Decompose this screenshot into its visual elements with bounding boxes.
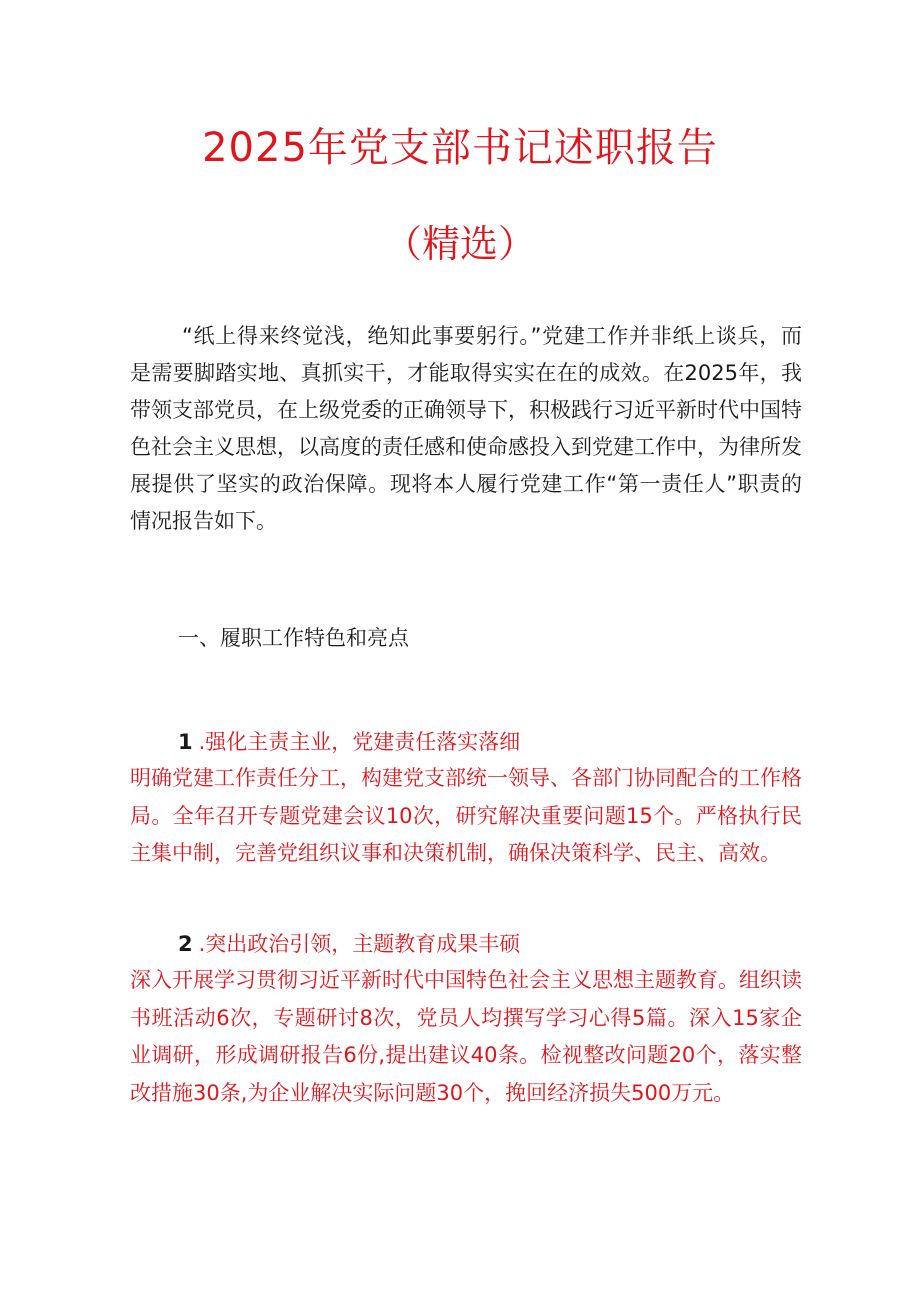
document-subtitle: （精选） bbox=[383, 222, 536, 266]
section-heading: 一、履职工作特色和亮点 bbox=[178, 626, 409, 650]
item-heading-1 bbox=[178, 724, 520, 760]
item-body-1: 明确党建工作责任分工，构建党支部统一领导、各部门协同配合的工作格局。全年召开专题党建会议10次，研究解决重要问题15个。严格执行民主集中制，完善党组织议事和决策机制，确保决策科学、民主、高效。 bbox=[130, 766, 802, 865]
item-heading-2 bbox=[178, 926, 520, 962]
item-number: 2 bbox=[178, 932, 193, 956]
document-title: 2025年党支部书记述职报告 bbox=[202, 125, 718, 171]
item-number: 1 bbox=[178, 730, 193, 754]
item-body-2: 深入开展学习贯彻习近平新时代中国特色社会主义思想主题教育。组织读书班活动6次，专题研讨8次，党员人均撰写学习心得5篇。深入15家企业调研，形成调研报告6份,提出建议40条。检视整改问题20个，落实整改措施30条,为企业解决实际问题30个，挽回经济损失500万元。 bbox=[130, 968, 802, 1105]
item-title: .突出政治引领，主题教育成果丰硕 bbox=[198, 932, 521, 956]
item-title: .强化主责主业，党建责任落实落细 bbox=[198, 730, 521, 754]
intro-paragraph: “纸上得来终觉浅，绝知此事要躬行。”党建工作并非纸上谈兵，而是需要脚踏实地、真抓实干，才能取得实实在在的成效。在2025年，我带领支部党员，在上级党委的正确领导下，积极践行习近平新时代中国特色社会主义思想，以高度的责任感和使命感投入到党建工作中，为律所发展提供了坚实的政治保障。现将本人履行党建工作“第一责任人”职责的情况报告如下。 bbox=[130, 324, 802, 533]
